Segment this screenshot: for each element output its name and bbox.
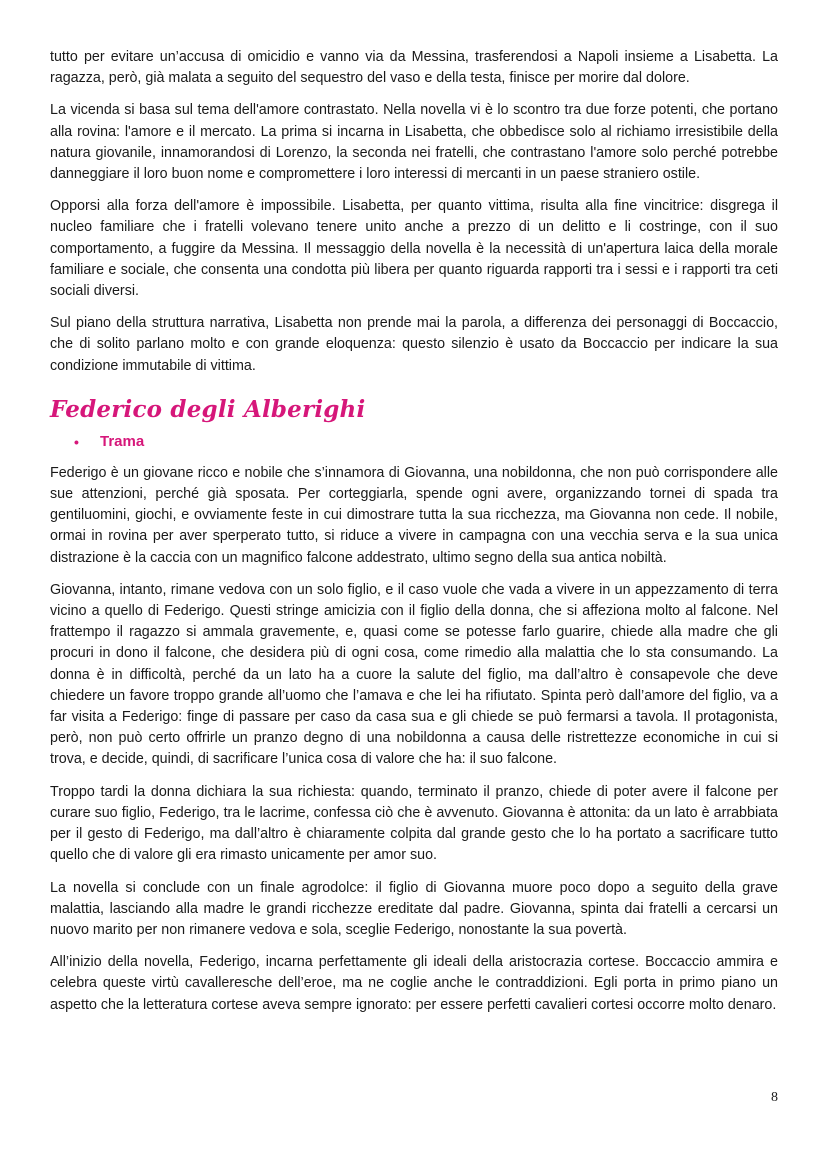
paragraph-trama-3: Troppo tardi la donna dichiara la sua richiesta: quando, terminato il pranzo, chiede di poter avere il falcone per curare suo figlio, Federigo, tra le lacrime, confessa ciò che è avvenuto. Giovanna è attonita: da un lato è arrabbiata per il gesto di Federigo, ma dall’altro è chiaramente colpita dal grande gesto che lo ha portato a sacrificare tutto quello che di valore gli era rimasto unicamente per amor suo.	[50, 783, 778, 864]
paragraph-intro-3: Opporsi alla forza dell'amore è impossibile. Lisabetta, per quanto vittima, risulta alla fine vincitrice: disgrega il nucleo familiare che i fratelli volevano tenere unito anche a prezzo di un delitto e li costringe, con il suo comportamento, a fuggire da Messina. Il messaggio della novella è la necessità di un'apertura laica della morale familiare e sociale, che consenta una condotta più libera per quanto riguarda rapporti tra i sessi e i rapporti tra ceti sociali diversi.	[50, 198, 778, 300]
subsection-title: Trama	[100, 432, 145, 450]
document-page	[50, 47, 778, 1027]
paragraph-intro-2: La vicenda si basa sul tema dell'amore contrastato. Nella novella vi è lo scontro tra due forze potenti, che portano alla rovina: l'amore e il mercato. La prima si incarna in Lisabetta, che obbedisce solo al richiamo irresistibile della natura giovanile, innamorandosi di Lorenzo, la seconda nei fratelli, che contrastano l'amore solo perché potrebbe danneggiare il loro buon nome e compromettere i loro interessi di mercanti in un paese straniero ostile.	[50, 102, 778, 183]
section-title: Federico degli Alberighi	[50, 395, 366, 423]
paragraph-trama-2: Giovanna, intanto, rimane vedova con un solo figlio, e il caso vuole che vada a vivere in un appezzamento di terra vicino a quello di Federigo. Questi stringe amicizia con il figlio della donna, che si affeziona molto al falcone. Nel frattempo il ragazzo si ammala gravemente, e, quasi come se potesse farlo guarire, chiede alla madre che gli procuri in dono il falcone, che desidera più di ogni cosa, come rimedio alla malattia che lo sta consumando. La donna è in difficoltà, perché da un lato ha a cuore la salute del figlio, ma dall’altro è consapevole che deve chiedere un favore troppo grande all’uomo che l’amava e che lei ha rifiutato. Spinta però dall’amore del figlio, va a far visita a Federigo: finge di passare per caso da casa sua e gli chiede se può fermarsi a tavola. Il protagonista, però, non può certo offrirle un pranzo degno di una nobildonna a causa delle ristrettezze economiche in cui si trova, e decide, quindi, di sacrificare l’unica cosa di valore che ha: il suo falcone.	[50, 581, 778, 768]
paragraph-intro-4: Sul piano della struttura narrativa, Lisabetta non prende mai la parola, a differenza dei personaggi di Boccaccio, che di solito parlano molto e con grande eloquenza: questo silenzio è usato da Boccaccio per indicare la sua condizione immutabile di vittima.	[50, 315, 778, 374]
page-number: 8	[771, 1090, 778, 1105]
paragraph-trama-5: All’inizio della novella, Federigo, incarna perfettamente gli ideali della aristocrazia cortese. Boccaccio ammira e celebra queste virtù cavalleresche dell’eroe, ma ne coglie anche le contraddizioni. Egli porta in primo piano un aspetto che la letteratura cortese aveva sempre ignorato: per essere perfetti cavalieri cortesi occorre molto denaro.	[50, 954, 778, 1013]
paragraph-trama-1: Federigo è un giovane ricco e nobile che s’innamora di Giovanna, una nobildonna, che non può corrispondere alle sue attenzioni, perché già sposata. Per corteggiarla, spende ogni avere, organizzando tornei di spada tra gentiluomini, giochi, e ovviamente feste in cui dimostrare tutta la sua ricchezza, ma Giovanna non cede. Il nobile, ormai in rovina per aver sperperato tutto, si riduce a vivere in campagna con una vecchia serva e la sua unica distrazione è la caccia con un magnifico falcone addestrato, ultimo segno della sua antica nobiltà.	[50, 464, 778, 566]
paragraph-trama-4: La novella si conclude con un finale agrodolce: il figlio di Giovanna muore poco dopo a seguito della grave malattia, lasciando alla madre le grandi ricchezze ereditate dal padre. Giovanna, spinta dai fratelli a cercarsi un nuovo marito per non rimanere vedova e sola, sceglie Federigo, nonostante la sua povertà.	[50, 879, 778, 938]
subsection-heading	[74, 431, 778, 453]
paragraph-intro-1: tutto per evitare un’accusa di omicidio e vanno via da Messina, trasferendosi a Napoli insieme a Lisabetta. La ragazza, però, già malata a seguito del sequestro del vaso e della testa, finisce per morire dal dolore.	[50, 49, 778, 87]
bullet-icon: •	[74, 433, 79, 450]
